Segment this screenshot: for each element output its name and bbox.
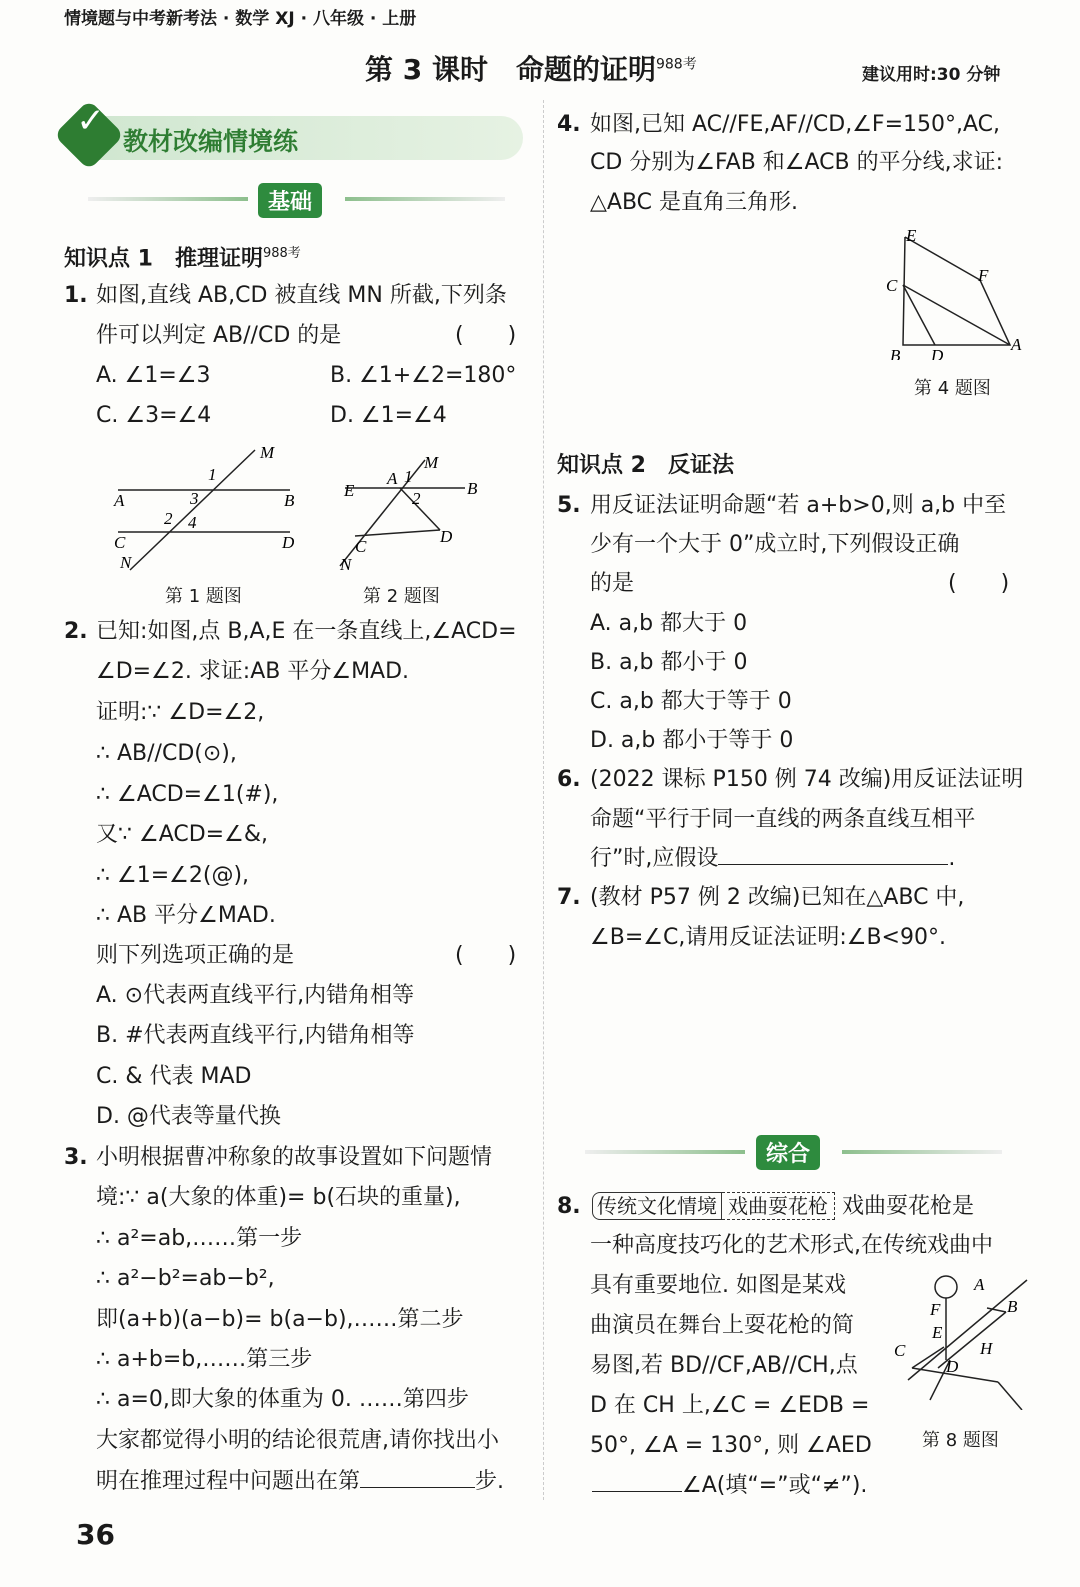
comprehensive-tag: 综合: [756, 1135, 820, 1170]
label: M: [424, 453, 439, 472]
option-d[interactable]: D. @代表等量代换: [96, 1104, 281, 1129]
q3-line: [96, 1467, 504, 1497]
option-c[interactable]: C. a,b 都大于等于 0: [590, 689, 792, 714]
q7-line: (教材 P57 例 2 改编)已知在△ABC 中,: [590, 885, 965, 910]
kp-sup: 988考: [262, 246, 301, 261]
column-divider: [543, 100, 544, 1500]
q5-line: 用反证法证明命题“若 a+b>0,则 a,b 中至: [590, 493, 1007, 518]
answer-paren[interactable]: ( ): [455, 323, 517, 348]
q4-line: CD 分别为∠FAB 和∠ACB 的平分线,求证:: [590, 150, 1004, 175]
fig2-caption: 第 2 题图: [363, 586, 440, 607]
q3-line: 境:∵ a(大象的体重)= b(石块的重量),: [96, 1185, 461, 1210]
q2-number: 2.: [64, 619, 88, 644]
label: 3: [190, 489, 199, 508]
q4-number: 4.: [557, 112, 581, 137]
q8-line: 易图,若 BD//CF,AB//CH,点: [590, 1353, 858, 1378]
option-b[interactable]: B. a,b 都小于 0: [590, 650, 748, 675]
banner-text: 教材改编情境练: [123, 127, 299, 156]
q6-text: 行”时,应假设: [590, 846, 719, 871]
context-tag: 传统文化情境: [592, 1192, 722, 1220]
q2-line: ∴ ∠ACD=∠1(#),: [96, 782, 279, 807]
label: F: [930, 1300, 941, 1319]
option-c[interactable]: C. & 代表 MAD: [96, 1064, 252, 1089]
label: 2: [164, 509, 173, 528]
q3-line: ∴ a²−b²=ab−b²,: [96, 1266, 275, 1291]
label: D: [946, 1357, 959, 1376]
q8-line: [592, 1471, 867, 1501]
label: C: [114, 533, 126, 552]
q5-number: 5.: [557, 493, 581, 518]
check-icon: ✓: [54, 100, 125, 171]
option-d[interactable]: D. ∠1=∠4: [330, 403, 447, 428]
option-c[interactable]: C. ∠3=∠4: [96, 403, 212, 428]
kp-label: 知识点 1 推理证明: [64, 246, 263, 272]
label: D: [282, 533, 295, 552]
label: B: [284, 491, 295, 510]
page-title: [365, 48, 697, 88]
option-a[interactable]: A. ∠1=∠3: [96, 363, 211, 388]
answer-blank[interactable]: [718, 844, 948, 865]
q2-line: 证明:∵ ∠D=∠2,: [96, 700, 265, 725]
fig1-caption: 第 1 题图: [165, 586, 242, 607]
q3-line: ∴ a²=ab,……第一步: [96, 1226, 303, 1251]
q2-line: ∴ AB 平分∠MAD.: [96, 903, 276, 928]
q8-line: 曲演员在舞台上耍花枪的简: [590, 1313, 855, 1338]
label: 4: [188, 513, 197, 532]
q8-line: 50°, ∠A = 130°, 则 ∠AED: [590, 1433, 872, 1458]
q5-line: 的是: [590, 571, 635, 596]
q6-tail: .: [948, 846, 956, 871]
q8-text: 戏曲耍花枪是: [842, 1194, 975, 1219]
knowledge-point-1: [64, 239, 301, 274]
q8-line: 具有重要地位. 如图是某戏: [590, 1273, 846, 1298]
label: E: [932, 1323, 943, 1342]
label: 1: [208, 465, 217, 484]
label: F: [978, 266, 989, 285]
q7-number: 7.: [557, 885, 581, 910]
answer-paren[interactable]: ( ): [455, 943, 517, 968]
answer-paren[interactable]: ( ): [948, 571, 1010, 596]
q3-line: 大家都觉得小明的结论很荒唐,请你找出小: [96, 1428, 499, 1453]
label: E: [344, 481, 355, 500]
book-header: 情境题与中考新考法 · 数学 XJ · 八年级 · 上册: [64, 9, 417, 29]
option-b[interactable]: B. ∠1+∠2=180°: [330, 363, 517, 388]
q7-line: ∠B=∠C,请用反证法证明:∠B<90°.: [590, 925, 946, 950]
section-banner: [68, 101, 523, 160]
title-sup: 988考: [655, 56, 697, 73]
q5-line: 少有一个大于 0”成立时,下列假设正确: [590, 532, 960, 557]
suggested-time: 建议用时:30 分钟: [862, 65, 1001, 85]
figure-q8: [890, 1270, 1035, 1410]
label: C: [894, 1341, 906, 1360]
q6-line: 命题“平行于同一直线的两条直线互相平: [590, 807, 976, 832]
q4-line: △ABC 是直角三角形.: [590, 190, 799, 215]
divider-bar: [842, 1150, 1002, 1154]
label: D: [440, 527, 453, 546]
figure-q4: [880, 225, 1030, 360]
q8-text: ∠A(填“=”或“≠”).: [682, 1473, 868, 1498]
q3-line: ∴ a+b=b,……第三步: [96, 1347, 313, 1372]
figure-q1-q2: [100, 438, 500, 583]
label: N: [340, 555, 352, 574]
q3-line: ∴ a=0,即大象的体重为 0. ……第四步: [96, 1387, 469, 1412]
label: 2: [412, 489, 421, 508]
q2-line: 已知:如图,点 B,A,E 在一条直线上,∠ACD=: [96, 619, 517, 644]
q8-line: D 在 CH 上,∠C = ∠EDB =: [590, 1393, 870, 1418]
label: N: [120, 553, 132, 572]
q3-text: 明在推理过程中问题出在第: [96, 1469, 361, 1494]
option-b[interactable]: B. #代表两直线平行,内错角相等: [96, 1023, 415, 1048]
q3-line: 即(a+b)(a−b)= b(a−b),……第二步: [96, 1307, 464, 1332]
q8-number: 8.: [557, 1194, 581, 1219]
label: B: [467, 479, 478, 498]
label: A: [974, 1275, 985, 1294]
q2-line: ∠D=∠2. 求证:AB 平分∠MAD.: [96, 659, 410, 684]
divider-bar: [585, 1150, 745, 1154]
q6-line: [590, 844, 955, 874]
fig4-caption: 第 4 题图: [914, 378, 991, 399]
label: C: [886, 276, 898, 295]
q3-tail: 步.: [475, 1469, 505, 1494]
divider-bar: [88, 197, 248, 201]
label: 1: [404, 467, 413, 486]
q1-number: 1.: [64, 283, 88, 308]
label: H: [980, 1339, 993, 1358]
label: A: [1011, 335, 1022, 354]
label: M: [260, 443, 275, 462]
q1-line: 件可以判定 AB//CD 的是: [96, 323, 342, 348]
line-mn: [130, 450, 255, 570]
q8-line: [592, 1192, 974, 1222]
label: C: [355, 537, 367, 556]
label: B: [1007, 1297, 1018, 1316]
q6-number: 6.: [557, 767, 581, 792]
q2-line: 又∵ ∠ACD=∠&,: [96, 822, 268, 847]
q2-line: ∴ ∠1=∠2(@),: [96, 863, 250, 888]
knowledge-point-2: 知识点 2 反证法: [557, 453, 734, 478]
label: E: [906, 226, 917, 245]
answer-blank[interactable]: [360, 1467, 475, 1488]
q1-line: 如图,直线 AB,CD 被直线 MN 所截,下列条: [96, 283, 507, 308]
basic-tag: 基础: [258, 183, 322, 218]
label: A: [387, 469, 398, 488]
label: D: [931, 346, 944, 360]
q8-line: 一种高度技巧化的艺术形式,在传统戏曲中: [590, 1233, 993, 1258]
q3-number: 3.: [64, 1145, 88, 1170]
title-text: 第 3 课时 命题的证明: [365, 53, 656, 86]
topic-tag: 戏曲耍花枪: [722, 1192, 835, 1220]
q4-line: 如图,已知 AC//FE,AF//CD,∠F=150°,AC,: [590, 112, 1001, 137]
page-number: 36: [76, 1518, 115, 1551]
label: A: [114, 491, 125, 510]
option-a[interactable]: A. a,b 都大于 0: [590, 611, 748, 636]
divider-bar: [345, 197, 505, 201]
q2-line: 则下列选项正确的是: [96, 943, 295, 968]
label: B: [890, 346, 901, 360]
q3-line: 小明根据曹冲称象的故事设置如下问题情: [96, 1145, 493, 1170]
fig8-caption: 第 8 题图: [922, 1430, 999, 1451]
answer-blank[interactable]: [592, 1471, 682, 1492]
option-d[interactable]: D. a,b 都小于等于 0: [590, 728, 794, 753]
option-a[interactable]: A. ⊙代表两直线平行,内错角相等: [96, 983, 415, 1008]
q6-line: (2022 课标 P150 例 74 改编)用反证法证明: [590, 767, 1024, 792]
q2-line: ∴ AB//CD(⊙),: [96, 741, 237, 766]
